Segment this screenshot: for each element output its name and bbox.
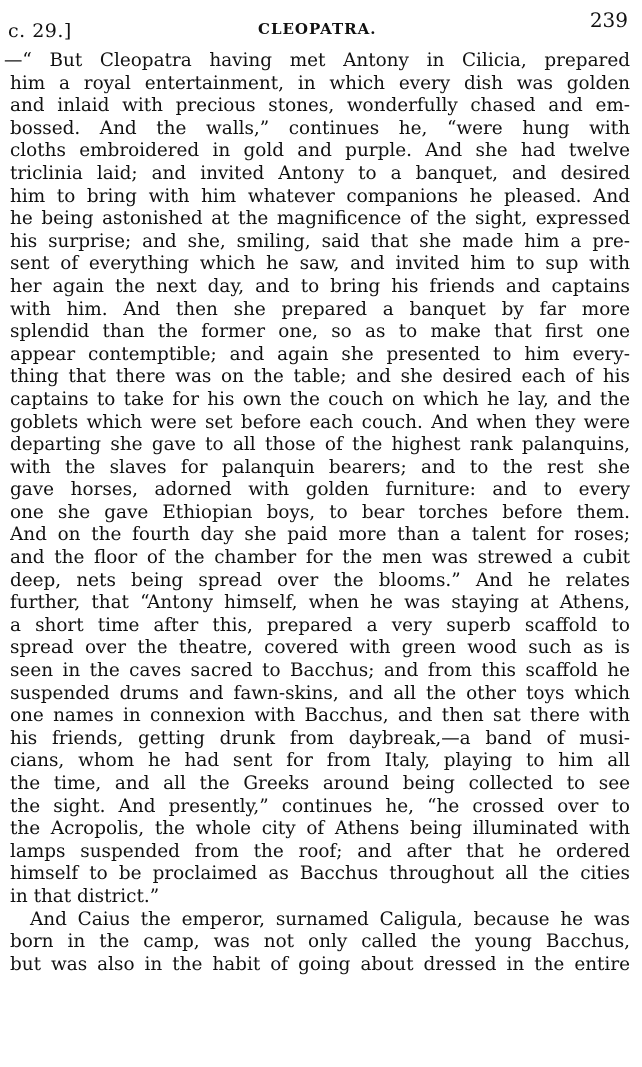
text-line: him to bring with him whatever companions he pleased. And [10, 185, 630, 207]
text-line: goblets which were set before each couch. And when they were [10, 411, 630, 433]
running-header [0, 6, 642, 42]
text-line: splendid than the former one, so as to make that first one [10, 321, 630, 343]
body-text [4, 50, 630, 976]
text-line: his surprise; and she, smiling, said that she made him a pre- [10, 230, 630, 252]
text-line: deep, nets being spread over the blooms.” And he relates [10, 569, 630, 591]
text-line: a short time after this, prepared a very superb scaffold to [10, 614, 630, 636]
text-line: and the floor of the chamber for the men was strewed a cubit [10, 547, 630, 569]
text-line: seen in the caves sacred to Bacchus; and from this scaffold he [10, 660, 630, 682]
text-line: her again the next day, and to bring his friends and captains [10, 275, 630, 297]
text-line: and inlaid with precious stones, wonderfully chased and em- [10, 95, 630, 117]
text-line: captains to take for his own the couch on which he lay, and the [10, 388, 630, 410]
text-line: —“ But Cleopatra having met Antony in Cilicia, prepared [4, 50, 630, 71]
text-line: the sight. And presently,” continues he, “he crossed over to [10, 795, 630, 817]
text-line: the Acropolis, the whole city of Athens being illuminated with [10, 818, 630, 840]
text-line: gave horses, adorned with golden furniture: and to every [10, 479, 630, 501]
text-line: thing that there was on the table; and she desired each of his [10, 366, 630, 388]
running-title: CLEOPATRA. [258, 20, 377, 38]
text-line: departing she gave to all those of the highest rank palanquins, [10, 434, 630, 456]
text-line: he being astonished at the magnificence of the sight, expressed [10, 208, 630, 230]
chapter-reference: c. 29.] [8, 20, 72, 42]
text-line: in that district.” [10, 885, 160, 907]
text-line: bossed. And the walls,” continues he, “were hung with [10, 117, 630, 139]
text-line: spread over the theatre, covered with green wood such as is [10, 637, 630, 659]
page-number: 239 [589, 8, 628, 32]
text-line: lamps suspended from the roof; and after that he ordered [10, 840, 630, 862]
text-line: further, that “Antony himself, when he was staying at Athens, [10, 592, 630, 614]
text-line: one she gave Ethiopian boys, to bear torches before them. [10, 501, 630, 523]
text-line: appear contemptible; and again she presented to him every- [10, 343, 630, 365]
text-line: but was also in the habit of going about dressed in the entire [10, 953, 630, 975]
text-line: with the slaves for palanquin bearers; and to the rest she [10, 456, 630, 478]
text-line: And Caius the emperor, surnamed Caligula, because he was [30, 908, 630, 930]
text-line: sent of everything which he saw, and invited him to sup with [10, 253, 630, 275]
text-line: with him. And then she prepared a banquet by far more [10, 298, 630, 320]
text-line: suspended drums and fawn-skins, and all the other toys which [10, 682, 630, 704]
text-line: him a royal entertainment, in which every dish was golden [10, 72, 630, 94]
text-line: And on the fourth day she paid more than a talent for roses; [10, 524, 630, 546]
text-line: cloths embroidered in gold and purple. And she had twelve [10, 140, 630, 162]
text-line: triclinia laid; and invited Antony to a banquet, and desired [10, 162, 630, 184]
text-line: cians, whom he had sent for from Italy, playing to him all [10, 750, 630, 772]
text-line: one names in connexion with Bacchus, and then sat there with [10, 705, 630, 727]
text-line: the time, and all the Greeks around being collected to see [10, 773, 630, 794]
text-line: born in the camp, was not only called the young Bacchus, [10, 931, 630, 953]
text-line: himself to be proclaimed as Bacchus throughout all the cities [10, 863, 630, 885]
text-line: his friends, getting drunk from daybreak,—a band of musi- [10, 727, 630, 749]
